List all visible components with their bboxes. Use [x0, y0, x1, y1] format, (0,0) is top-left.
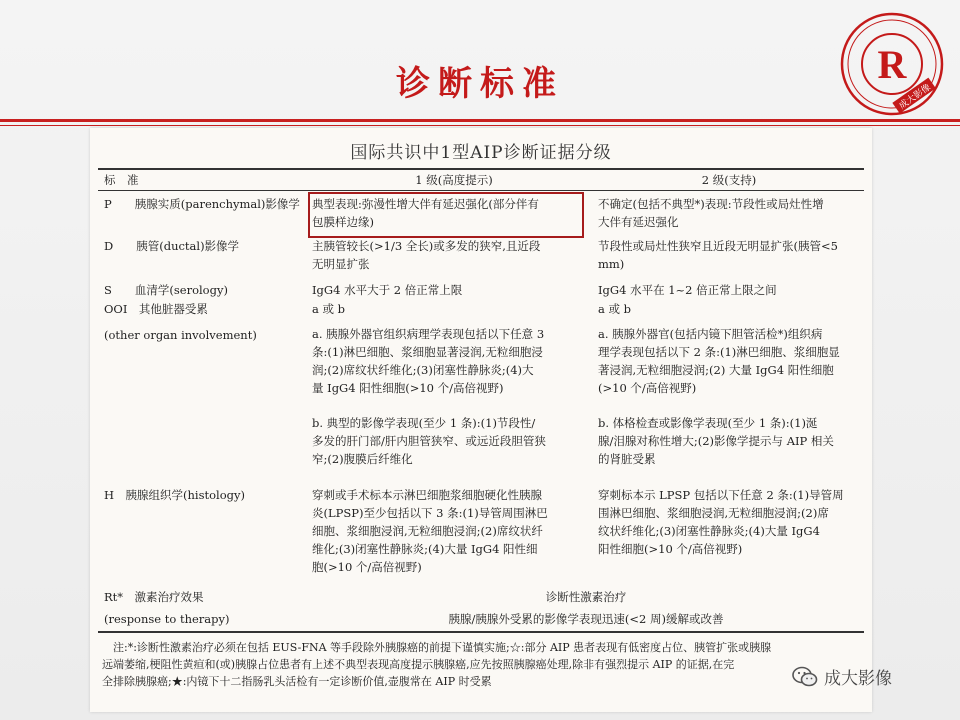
- row-h-level2: 穿刺标本示 LPSP 包括以下任意 2 条:(1)导管周 围淋巴细胞、浆细胞浸润,无粒细胞浸润;(2)席 纹状纤维化;(3)闭塞性静脉炎;(4)大量 IgG4 阳性细胞(>10 个/高倍视野): [598, 488, 844, 556]
- logo-ring-text: 成大影像: [897, 82, 933, 112]
- row-p-level1: 典型表现:弥漫性增大伴有延迟强化(部分伴有 包膜样边缘): [312, 197, 539, 229]
- document-title: 国际共识中1型AIP诊断证据分级: [350, 143, 612, 163]
- footnote: 注:*:诊断性激素治疗必须在包括 EUS-FNA 等手段除外胰腺癌的前提下谨慎实施;☆:部分 AIP 患者表现有低密度占位、胰管扩张或胰腺 远端萎缩,梗阻性黄疸和(或)胰腺占位患者有上述不典型表现高度提示胰腺癌,应先按照胰腺癌处理,除非有强烈提示 AIP 的证据,在完 全排除胰腺癌;★:内镜下十二指肠乳头活检有一定诊断价值,壶腹常在 AIP 时受累: [102, 641, 772, 688]
- watermark-text: 成大影像: [824, 669, 892, 689]
- row-ooi-level2-b: b. 体格检查或影像学表现(至少 1 条):(1)涎 腺/泪腺对称性增大;(2)影像学提示与 AIP 相关 的肾脏受累: [598, 416, 834, 466]
- row-s-level2: IgG4 水平在 1~2 倍正常上限之间: [598, 283, 777, 297]
- row-rt-criterion: Rt* 激素治疗效果 (response to therapy): [104, 590, 230, 626]
- watermark: [792, 664, 892, 689]
- row-p-criterion: P 胰腺实质(parenchymal)影像学: [104, 197, 300, 211]
- slide-title: 诊断标准: [396, 64, 564, 104]
- title-divider: [0, 119, 960, 122]
- logo-letter: R: [877, 42, 907, 87]
- header-level2: 2 级(支持): [701, 173, 757, 187]
- logo-seal: [836, 8, 948, 120]
- row-d-level1: 主胰管较长(>1/3 全长)或多发的狭窄,且近段 无明显扩张: [312, 239, 541, 271]
- row-h-level1: 穿刺或手术标本示淋巴细胞浆细胞硬化性胰腺 炎(LPSP)至少包括以下 3 条:(1)导管周围淋巴 细胞、浆细胞浸润,无粒细胞浸润;(2)席纹状纤 维化;(3)闭塞性静脉炎;(4)大量 IgG4 阳性细 胞(>10 个/高倍视野): [312, 488, 548, 574]
- row-ooi-level1-a: a. 胰腺外器官组织病理学表现包括以下任意 3 条:(1)淋巴细胞、浆细胞显著浸润,无粒细胞浸 润;(2)席纹状纤维化;(3)闭塞性静脉炎;(4)大 量 IgG4 阳性细胞(>10 个/高倍视野): [312, 327, 545, 395]
- row-p-level2: 不确定(包括不典型*)表现:节段性或局灶性增 大伴有延迟强化: [598, 197, 824, 229]
- row-s-level1: IgG4 水平大于 2 倍正常上限: [312, 283, 463, 297]
- highlight-box: [308, 192, 584, 238]
- row-rt-span2: 胰腺/胰腺外受累的影像学表现迅速(<2 周)缓解或改善: [448, 612, 724, 626]
- header-rule: [98, 190, 864, 191]
- table-bottom-rule: [98, 631, 864, 633]
- row-ooi-criterion: OOI 其他脏器受累 (other organ involvement): [104, 302, 257, 342]
- row-ooi-level1-ab: a 或 b: [312, 302, 346, 316]
- row-h-criterion: H 胰腺组织学(histology): [104, 488, 245, 502]
- criteria-document: [90, 128, 872, 712]
- title-divider-thin: [0, 125, 960, 126]
- row-d-level2: 节段性或局灶性狭窄且近段无明显扩张(胰管<5 mm): [598, 239, 838, 271]
- row-rt-span1: 诊断性激素治疗: [545, 590, 627, 604]
- row-s-criterion: S 血清学(serology): [104, 283, 228, 297]
- row-d-criterion: D 胰管(ductal)影像学: [104, 239, 240, 253]
- header-level1: 1 级(高度提示): [415, 173, 493, 187]
- wechat-icon: [792, 666, 818, 688]
- row-ooi-level2-ab: a 或 b: [598, 302, 632, 316]
- header-criteria: 标 准: [104, 173, 139, 187]
- row-ooi-level2-a: a. 胰腺外器官(包括内镜下胆管活检*)组织病 理学表现包括以下 2 条:(1)淋巴细胞、浆细胞显 著浸润,无粒细胞浸润;(2) 大量 IgG4 阳性细胞 (>10 个/高倍视野): [598, 327, 840, 395]
- row-ooi-level1-b: b. 典型的影像学表现(至少 1 条):(1)节段性/ 多发的肝门部/肝内胆管狭窄、或远近段胆管狭 窄;(2)腹膜后纤维化: [312, 416, 546, 466]
- table-top-rule: [98, 168, 864, 170]
